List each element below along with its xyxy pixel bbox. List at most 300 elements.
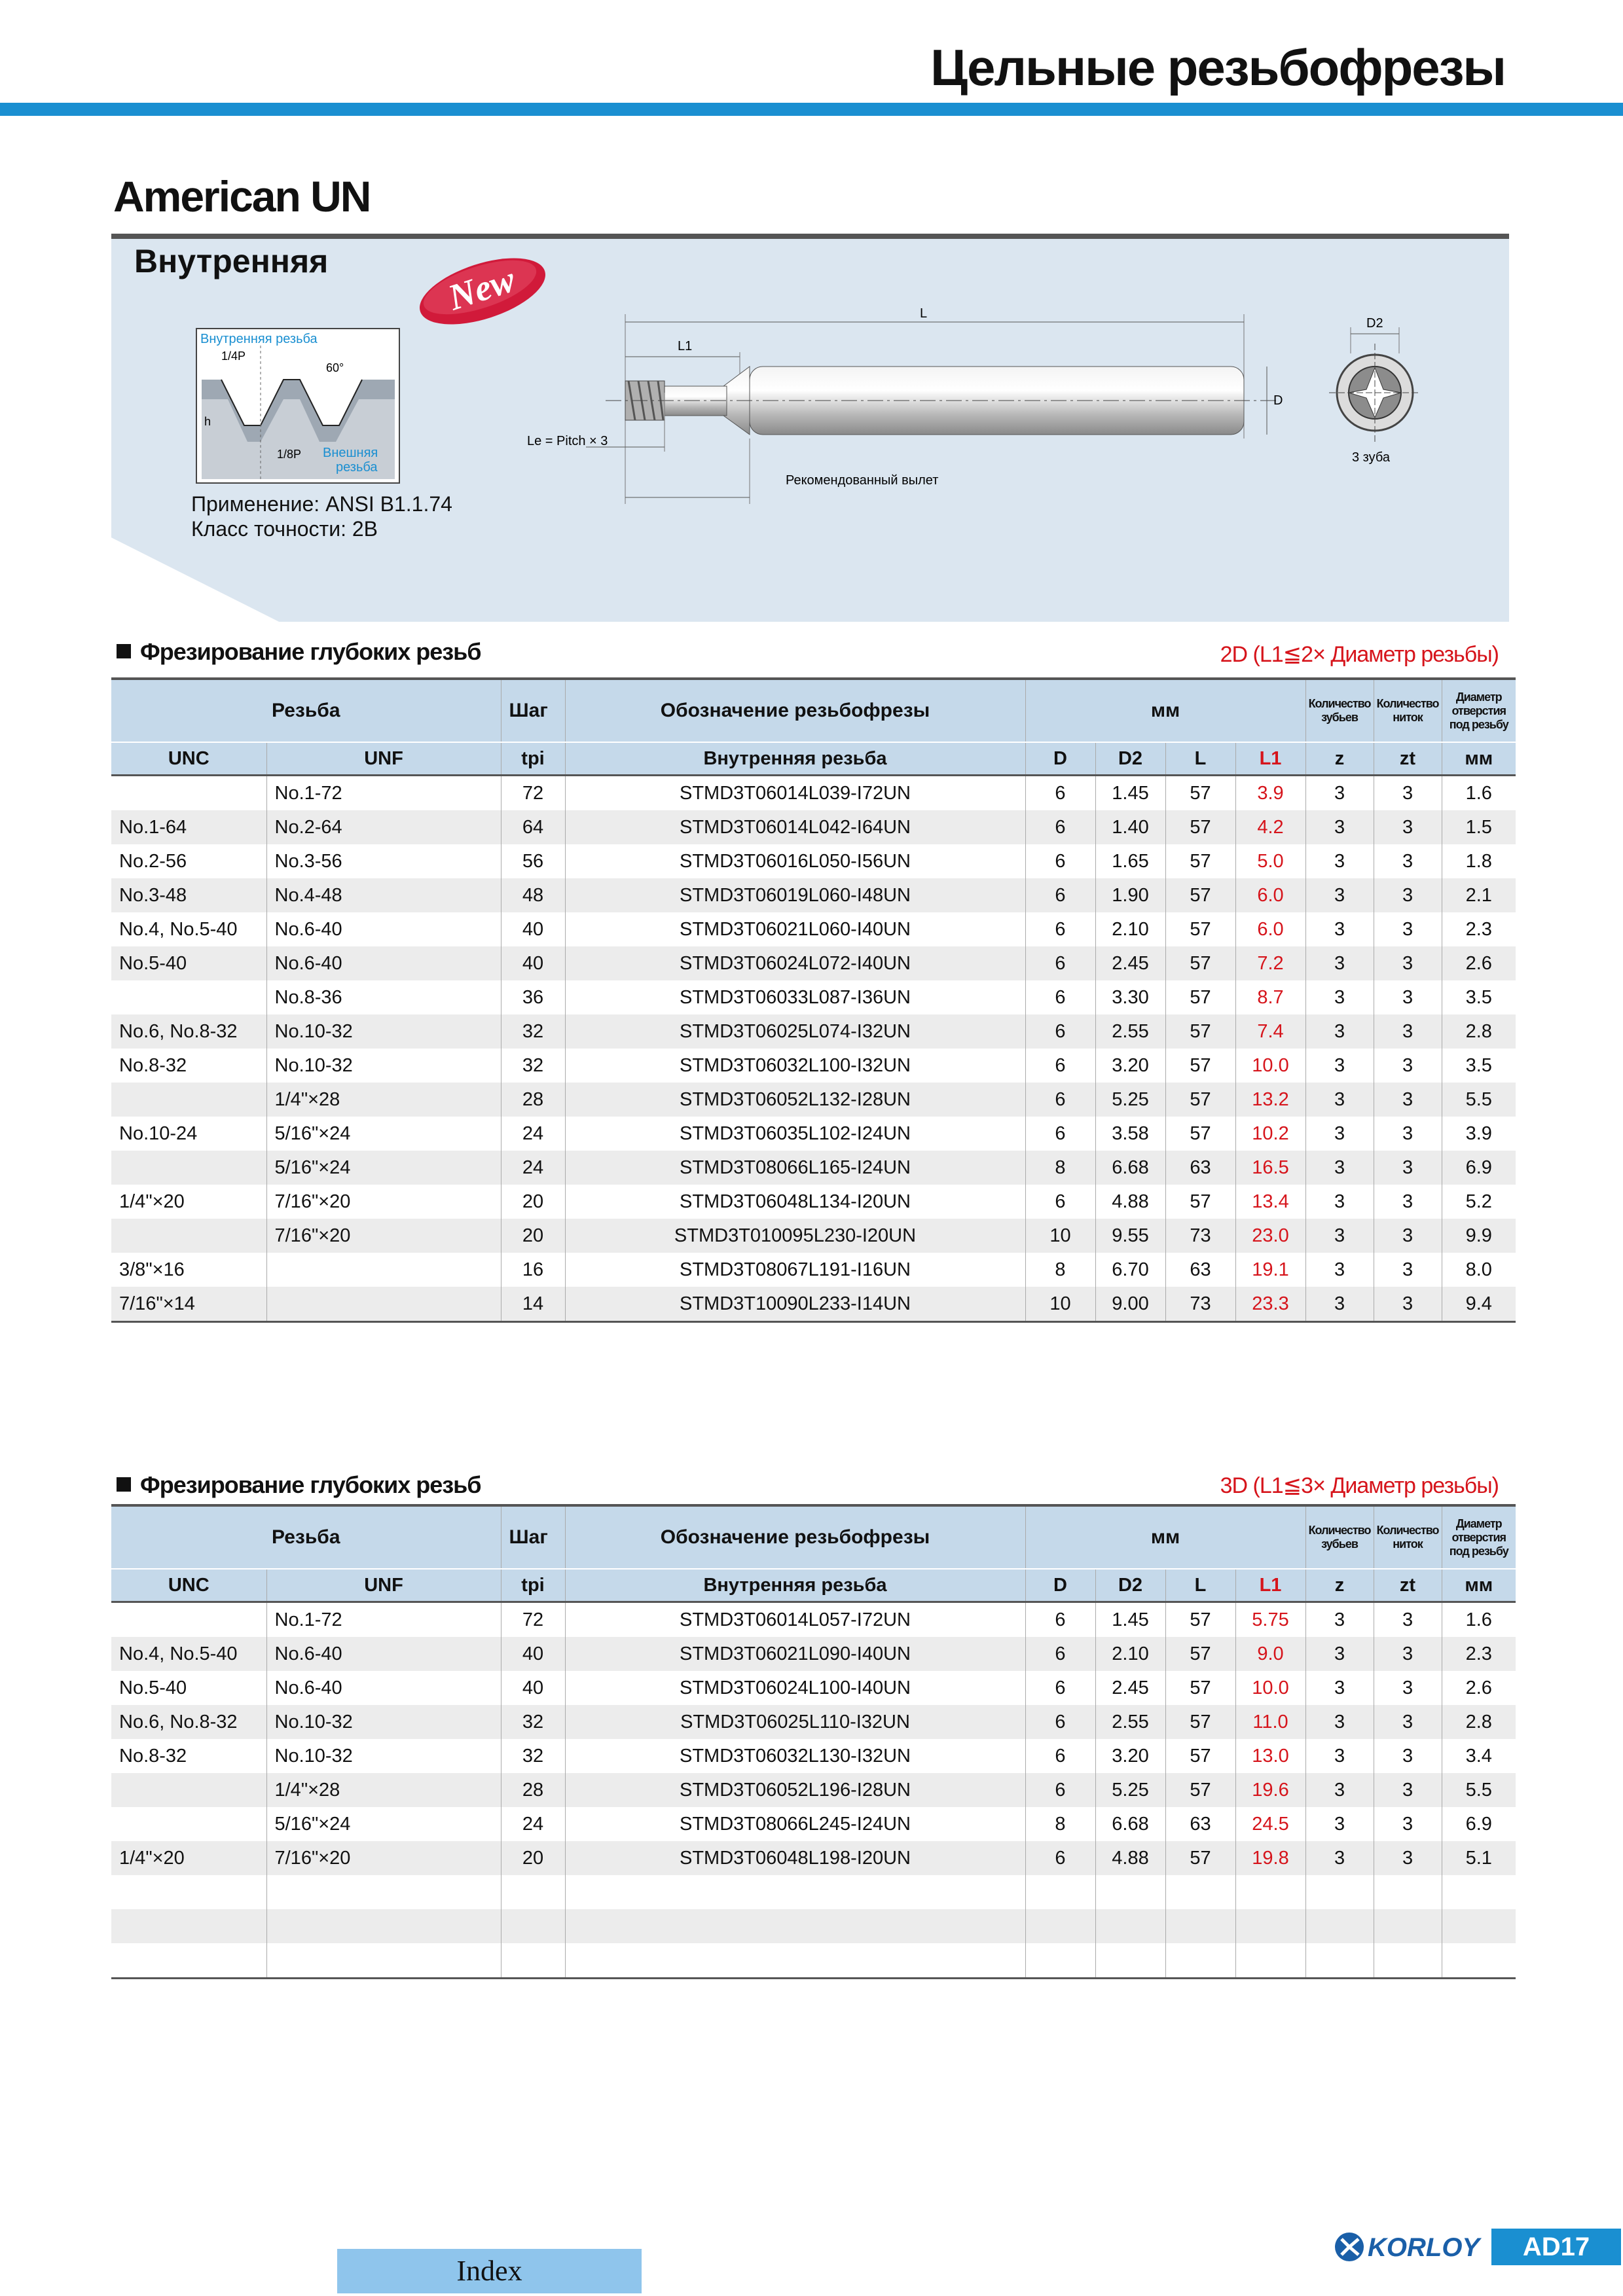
cell-zt: 3	[1374, 810, 1442, 844]
table-row	[111, 844, 1516, 878]
index-button-label[interactable]: Index	[456, 2255, 522, 2287]
cell-l1: 19.6	[1235, 1773, 1305, 1807]
cell-mm: 2.1	[1442, 878, 1516, 912]
cell-unc: No.5-40	[111, 946, 266, 980]
cell-unc: No.3-48	[111, 878, 266, 912]
svg-text:резьба: резьба	[336, 460, 378, 475]
cell-unf: 7/16"×20	[266, 1185, 501, 1219]
cell-unc: No.5-40	[119, 1677, 187, 1698]
cell-zt: 3	[1374, 1083, 1442, 1117]
table-row	[111, 1219, 1516, 1253]
cell-tpi: 56	[501, 844, 565, 878]
cell-code: STMD3T06032L130-I32UN	[565, 1739, 1025, 1773]
table-row	[111, 980, 1516, 1014]
cell-unc	[111, 1773, 266, 1807]
cell-mm: 5.2	[1442, 1185, 1516, 1219]
cell-code: STMD3T08066L245-I24UN	[565, 1807, 1025, 1841]
cell-unc	[111, 1909, 266, 1943]
cell-code	[565, 1909, 1025, 1943]
cell-unf: No.10-32	[266, 1739, 501, 1773]
cell-l1: 10.2	[1235, 1117, 1305, 1151]
cell-d2: 3.30	[1095, 980, 1165, 1014]
col-thread-count: Количество ниток	[1374, 1505, 1442, 1569]
tool-drawing	[527, 301, 1313, 511]
cell-mm	[1442, 1943, 1516, 1979]
cell-z: 3	[1305, 1083, 1374, 1117]
cell-zt: 3	[1374, 1671, 1442, 1705]
cell-zt: 3	[1374, 1602, 1442, 1638]
cell-tpi: 32	[501, 1049, 565, 1083]
cell-d: 6	[1025, 1602, 1095, 1638]
cell-mm: 3.4	[1442, 1739, 1516, 1773]
cell-unf: No.1-72	[266, 776, 501, 811]
cell-unf: 7/16"×20	[266, 1841, 501, 1875]
cell-unc: 7/16"×14	[111, 1287, 266, 1322]
cell-l1: 19.1	[1235, 1253, 1305, 1287]
cell-unf: 1/4"×28	[266, 1773, 501, 1807]
cell-tpi: 64	[501, 810, 565, 844]
cell-d2: 6.70	[1095, 1253, 1165, 1287]
cell-tpi: 20	[501, 1841, 565, 1875]
cell-tpi	[501, 1909, 565, 1943]
table-row	[111, 1185, 1516, 1219]
cell-tpi: 28	[501, 1083, 565, 1117]
cell-d2: 4.88	[1095, 1841, 1165, 1875]
cell-l: 57	[1165, 946, 1235, 980]
col-mm: мм	[1025, 1505, 1305, 1569]
cell-mm: 2.3	[1442, 912, 1516, 946]
cell-unc: No.8-32	[119, 1745, 187, 1767]
cell-l1: 5.75	[1235, 1602, 1305, 1638]
cell-d: 6	[1025, 1014, 1095, 1049]
cell-unf	[266, 1875, 501, 1909]
cell-l1: 8.7	[1235, 980, 1305, 1014]
cell-d2: 2.10	[1095, 912, 1165, 946]
cell-tpi: 24	[501, 1807, 565, 1841]
cell-zt: 3	[1374, 1014, 1442, 1049]
table-row	[111, 1739, 1516, 1773]
korloy-logo	[1332, 2229, 1483, 2265]
cell-d: 6	[1025, 980, 1095, 1014]
cell-code: STMD3T06032L100-I32UN	[565, 1049, 1025, 1083]
cell-d2: 6.68	[1095, 1151, 1165, 1185]
cell-code: STMD3T06048L198-I20UN	[565, 1841, 1025, 1875]
cell-zt	[1374, 1875, 1442, 1909]
cell-d2: 4.88	[1095, 1185, 1165, 1219]
cell-z: 3	[1305, 1185, 1374, 1219]
cell-mm: 5.5	[1442, 1083, 1516, 1117]
cell-unf: 1/4"×28	[266, 1083, 501, 1117]
cell-mm: 3.5	[1442, 980, 1516, 1014]
cell-l1: 7.2	[1235, 946, 1305, 980]
cell-code: STMD3T06021L090-I40UN	[565, 1637, 1025, 1671]
cell-unf	[266, 1287, 501, 1322]
cell-l1: 23.0	[1235, 1219, 1305, 1253]
svg-text:KORLOY: KORLOY	[1368, 2233, 1480, 2262]
col-unf: UNF	[266, 1569, 501, 1602]
cell-d2: 1.45	[1095, 1602, 1165, 1638]
cell-d: 6	[1025, 1049, 1095, 1083]
cell-tpi: 24	[501, 1151, 565, 1185]
cell-l1: 23.3	[1235, 1287, 1305, 1322]
cell-d2	[1095, 1943, 1165, 1979]
cell-d2: 2.45	[1095, 946, 1165, 980]
table2-heading: Фрезирование глубоких резьб	[117, 1471, 481, 1499]
cell-tpi: 72	[501, 1602, 565, 1638]
cell-d2: 3.20	[1095, 1739, 1165, 1773]
cell-l1: 13.2	[1235, 1083, 1305, 1117]
cell-unc: No.8-32	[119, 1054, 187, 1076]
cell-zt: 3	[1374, 776, 1442, 811]
cell-l1: 9.0	[1235, 1637, 1305, 1671]
cell-z: 3	[1305, 946, 1374, 980]
cell-z	[1305, 1875, 1374, 1909]
cell-code: STMD3T06014L042-I64UN	[565, 810, 1025, 844]
cell-l: 57	[1165, 1671, 1235, 1705]
cell-mm: 3.9	[1442, 1117, 1516, 1151]
cell-l1: 19.8	[1235, 1841, 1305, 1875]
cell-code: STMD3T06016L050-I56UN	[565, 844, 1025, 878]
cell-tpi: 32	[501, 1705, 565, 1739]
table-row	[111, 1943, 1516, 1979]
cell-code: STMD3T06052L196-I28UN	[565, 1773, 1025, 1807]
table-row	[111, 1671, 1516, 1705]
cell-unf: No.10-32	[266, 1705, 501, 1739]
cell-unc	[111, 1943, 266, 1979]
cell-mm: 3.5	[1442, 1049, 1516, 1083]
col-thread-count: Количество ниток	[1374, 679, 1442, 742]
section-title: American UN	[113, 172, 371, 221]
cell-l1: 13.4	[1235, 1185, 1305, 1219]
cell-mm	[1442, 1909, 1516, 1943]
col-teeth-count: Количество зубьев	[1305, 679, 1374, 742]
cell-zt: 3	[1374, 1841, 1442, 1875]
cell-d: 6	[1025, 912, 1095, 946]
table-row	[111, 1151, 1516, 1185]
svg-text:1/4P: 1/4P	[221, 350, 246, 363]
cell-unc	[111, 1083, 266, 1117]
col-thread: Резьба	[111, 679, 501, 742]
cell-z: 3	[1305, 1287, 1374, 1322]
cell-zt: 3	[1374, 1219, 1442, 1253]
cell-d: 8	[1025, 1151, 1095, 1185]
col-designation: Обозначение резьбофрезы	[565, 679, 1025, 742]
cell-mm: 9.9	[1442, 1219, 1516, 1253]
cell-l: 73	[1165, 1287, 1235, 1322]
col-internal: Внутренняя резьба	[565, 742, 1025, 776]
col-unc: UNC	[111, 742, 266, 776]
col-l: L	[1165, 742, 1235, 776]
cell-d: 6	[1025, 810, 1095, 844]
cell-code	[565, 1875, 1025, 1909]
cell-unf: 5/16"×24	[266, 1117, 501, 1151]
cell-l1: 5.0	[1235, 844, 1305, 878]
cell-l1: 7.4	[1235, 1014, 1305, 1049]
svg-text:L: L	[920, 306, 928, 321]
cell-tpi	[501, 1875, 565, 1909]
cell-mm: 2.3	[1442, 1637, 1516, 1671]
cell-d: 8	[1025, 1807, 1095, 1841]
cell-d2: 9.55	[1095, 1219, 1165, 1253]
cell-mm: 1.8	[1442, 844, 1516, 878]
cell-z: 3	[1305, 878, 1374, 912]
cell-z: 3	[1305, 1739, 1374, 1773]
cell-tpi: 32	[501, 1739, 565, 1773]
cell-z: 3	[1305, 1117, 1374, 1151]
cell-zt: 3	[1374, 912, 1442, 946]
col-zt: zt	[1374, 1569, 1442, 1602]
cell-l: 57	[1165, 1014, 1235, 1049]
cell-unf: 5/16"×24	[266, 1807, 501, 1841]
cell-mm	[1442, 1875, 1516, 1909]
cell-l1	[1235, 1909, 1305, 1943]
cell-d2: 1.40	[1095, 810, 1165, 844]
cell-d: 6	[1025, 1637, 1095, 1671]
cell-mm: 8.0	[1442, 1253, 1516, 1287]
cell-l1: 11.0	[1235, 1705, 1305, 1739]
cell-unc	[111, 980, 266, 1014]
cell-z: 3	[1305, 1602, 1374, 1638]
cell-mm: 5.1	[1442, 1841, 1516, 1875]
table2-body	[111, 1602, 1516, 1979]
cell-mm: 2.6	[1442, 946, 1516, 980]
col-designation: Обозначение резьбофрезы	[565, 1505, 1025, 1569]
cell-mm: 2.8	[1442, 1014, 1516, 1049]
col-d: D	[1025, 1569, 1095, 1602]
cell-d2: 1.90	[1095, 878, 1165, 912]
top-accent-bar	[0, 103, 1623, 116]
cell-l: 57	[1165, 776, 1235, 811]
cell-d2	[1095, 1875, 1165, 1909]
svg-text:D: D	[1273, 393, 1283, 408]
cell-l: 57	[1165, 1049, 1235, 1083]
cell-l1: 3.9	[1235, 776, 1305, 811]
col-d2: D2	[1095, 1569, 1165, 1602]
table-2d	[111, 677, 1516, 1323]
col-thread: Резьба	[111, 1505, 501, 1569]
cell-zt: 3	[1374, 1739, 1442, 1773]
cell-zt: 3	[1374, 1049, 1442, 1083]
cell-d: 6	[1025, 1117, 1095, 1151]
cell-unc	[111, 1219, 266, 1253]
col-internal: Внутренняя резьба	[565, 1569, 1025, 1602]
table2-note: 3D (L1≦3× Диаметр резьбы)	[1220, 1473, 1499, 1498]
cell-unc: No.4, No.5-40	[119, 918, 238, 940]
cell-tpi: 28	[501, 1773, 565, 1807]
cell-d	[1025, 1943, 1095, 1979]
cell-l	[1165, 1909, 1235, 1943]
cell-unf: No.6-40	[266, 946, 501, 980]
table-row	[111, 1637, 1516, 1671]
cell-z: 3	[1305, 912, 1374, 946]
page-code: AD17	[1522, 2233, 1590, 2261]
table1-note: 2D (L1≦2× Диаметр резьбы)	[1220, 642, 1499, 667]
application-standard: Применение: ANSI B1.1.74	[191, 492, 452, 516]
cell-d2: 2.55	[1095, 1014, 1165, 1049]
cell-unc: No.6, No.8-32	[111, 1014, 266, 1049]
page-title: Цельные резьбофрезы	[930, 39, 1505, 96]
table-row	[111, 878, 1516, 912]
cell-unc: No.6, No.8-32	[111, 1705, 266, 1739]
cell-z	[1305, 1943, 1374, 1979]
cell-d: 6	[1025, 1705, 1095, 1739]
cell-zt: 3	[1374, 980, 1442, 1014]
table1-body	[111, 776, 1516, 1322]
cell-l: 63	[1165, 1807, 1235, 1841]
cell-unf: No.10-32	[266, 1014, 501, 1049]
cell-z: 3	[1305, 1807, 1374, 1841]
cell-unc: 1/4"×20	[111, 1841, 266, 1875]
cell-d: 10	[1025, 1287, 1095, 1322]
cell-l1: 6.0	[1235, 878, 1305, 912]
table1-heading: Фрезирование глубоких резьб	[117, 638, 481, 666]
cell-mm: 1.6	[1442, 1602, 1516, 1638]
cell-l: 63	[1165, 1253, 1235, 1287]
cell-mm: 5.5	[1442, 1773, 1516, 1807]
cell-z: 3	[1305, 776, 1374, 811]
cell-unc	[111, 1151, 266, 1185]
cell-code: STMD3T06019L060-I48UN	[565, 878, 1025, 912]
cell-z	[1305, 1909, 1374, 1943]
svg-text:h: h	[204, 415, 211, 428]
svg-text:Рекомендованный вылет: Рекомендованный вылет	[786, 473, 939, 488]
table-row	[111, 1049, 1516, 1083]
cell-z: 3	[1305, 980, 1374, 1014]
col-d2: D2	[1095, 742, 1165, 776]
cell-d2: 5.25	[1095, 1083, 1165, 1117]
cell-unc: No.2-56	[119, 850, 187, 872]
cell-zt: 3	[1374, 1253, 1442, 1287]
cell-zt: 3	[1374, 1117, 1442, 1151]
cell-d2: 9.00	[1095, 1287, 1165, 1322]
cell-unf: No.6-40	[266, 912, 501, 946]
cell-d	[1025, 1875, 1095, 1909]
cell-zt: 3	[1374, 1287, 1442, 1322]
cell-l1: 4.2	[1235, 810, 1305, 844]
cell-unf: No.8-36	[266, 980, 501, 1014]
table-row	[111, 1117, 1516, 1151]
cell-l: 57	[1165, 1773, 1235, 1807]
cell-d: 6	[1025, 1773, 1095, 1807]
cell-l1: 10.0	[1235, 1671, 1305, 1705]
cell-mm: 6.9	[1442, 1807, 1516, 1841]
cell-tpi: 36	[501, 980, 565, 1014]
cell-tpi: 32	[501, 1014, 565, 1049]
cell-d: 6	[1025, 844, 1095, 878]
cell-l1: 16.5	[1235, 1151, 1305, 1185]
section-divider	[111, 234, 1509, 239]
col-l1: L1	[1235, 1569, 1305, 1602]
col-z: z	[1305, 1569, 1374, 1602]
svg-text:1/8P: 1/8P	[277, 448, 302, 461]
cell-unf: No.6-40	[266, 1671, 501, 1705]
cell-l1: 10.0	[1235, 1049, 1305, 1083]
cell-d: 6	[1025, 1841, 1095, 1875]
table-row	[111, 810, 1516, 844]
cell-d2: 2.55	[1095, 1705, 1165, 1739]
cell-d: 6	[1025, 946, 1095, 980]
cell-unf: No.6-40	[266, 1637, 501, 1671]
table-row	[111, 1014, 1516, 1049]
cell-zt: 3	[1374, 1807, 1442, 1841]
cell-unc: No.10-24	[119, 1122, 198, 1144]
table-row	[111, 1807, 1516, 1841]
cell-mm: 1.6	[1442, 776, 1516, 811]
cell-l: 57	[1165, 878, 1235, 912]
table-3d	[111, 1504, 1516, 1979]
cell-d2: 1.45	[1095, 776, 1165, 811]
cell-l: 57	[1165, 1083, 1235, 1117]
col-l: L	[1165, 1569, 1235, 1602]
table-row	[111, 1253, 1516, 1287]
cell-unf: No.10-32	[266, 1049, 501, 1083]
cell-l1	[1235, 1875, 1305, 1909]
internal-thread-label: Внутренняя резьба	[200, 332, 318, 346]
col-pitch: Шаг	[501, 679, 565, 742]
cell-l1: 24.5	[1235, 1807, 1305, 1841]
cell-l	[1165, 1875, 1235, 1909]
col-d: D	[1025, 742, 1095, 776]
col-tpi: tpi	[501, 742, 565, 776]
cell-zt: 3	[1374, 1185, 1442, 1219]
cell-z: 3	[1305, 1705, 1374, 1739]
cell-code: STMD3T06024L072-I40UN	[565, 946, 1025, 980]
cell-unf: No.3-56	[266, 844, 501, 878]
col-tpi: tpi	[501, 1569, 565, 1602]
cell-zt: 3	[1374, 878, 1442, 912]
cell-mm: 2.6	[1442, 1671, 1516, 1705]
cell-mm: 1.5	[1442, 810, 1516, 844]
cell-z: 3	[1305, 1253, 1374, 1287]
cell-z: 3	[1305, 1773, 1374, 1807]
cell-l: 57	[1165, 912, 1235, 946]
cell-z: 3	[1305, 844, 1374, 878]
table-row	[111, 1773, 1516, 1807]
cell-l: 63	[1165, 1151, 1235, 1185]
cell-code: STMD3T06035L102-I24UN	[565, 1117, 1025, 1151]
cell-code: STMD3T06025L110-I32UN	[565, 1705, 1025, 1739]
cell-l: 57	[1165, 1117, 1235, 1151]
cell-z: 3	[1305, 1671, 1374, 1705]
tool-end-view	[1326, 308, 1424, 471]
cell-z: 3	[1305, 810, 1374, 844]
cell-d2: 6.68	[1095, 1807, 1165, 1841]
svg-text:D2: D2	[1366, 316, 1383, 331]
cell-unf: 7/16"×20	[266, 1219, 501, 1253]
cell-d	[1025, 1909, 1095, 1943]
cell-zt: 3	[1374, 844, 1442, 878]
cell-l: 57	[1165, 1705, 1235, 1739]
cell-d: 6	[1025, 776, 1095, 811]
cell-l1	[1235, 1943, 1305, 1979]
cell-unc	[111, 1602, 266, 1638]
cell-d: 6	[1025, 1671, 1095, 1705]
cell-zt: 3	[1374, 1151, 1442, 1185]
table-row	[111, 1841, 1516, 1875]
cell-code	[565, 1943, 1025, 1979]
cell-unc: No.4, No.5-40	[111, 1637, 266, 1671]
cell-d: 8	[1025, 1253, 1095, 1287]
cell-z: 3	[1305, 1841, 1374, 1875]
cell-tpi: 48	[501, 878, 565, 912]
teeth-count-label: 3 зуба	[1352, 450, 1390, 465]
col-teeth-count: Количество зубьев	[1305, 1505, 1374, 1569]
cell-code: STMD3T08067L191-I16UN	[565, 1253, 1025, 1287]
col-mm: мм	[1025, 679, 1305, 742]
col-hole-diameter: Диаметр отверстия под резьбу	[1442, 679, 1516, 742]
cell-code: STMD3T10090L233-I14UN	[565, 1287, 1025, 1322]
cell-unf: No.4-48	[266, 878, 501, 912]
